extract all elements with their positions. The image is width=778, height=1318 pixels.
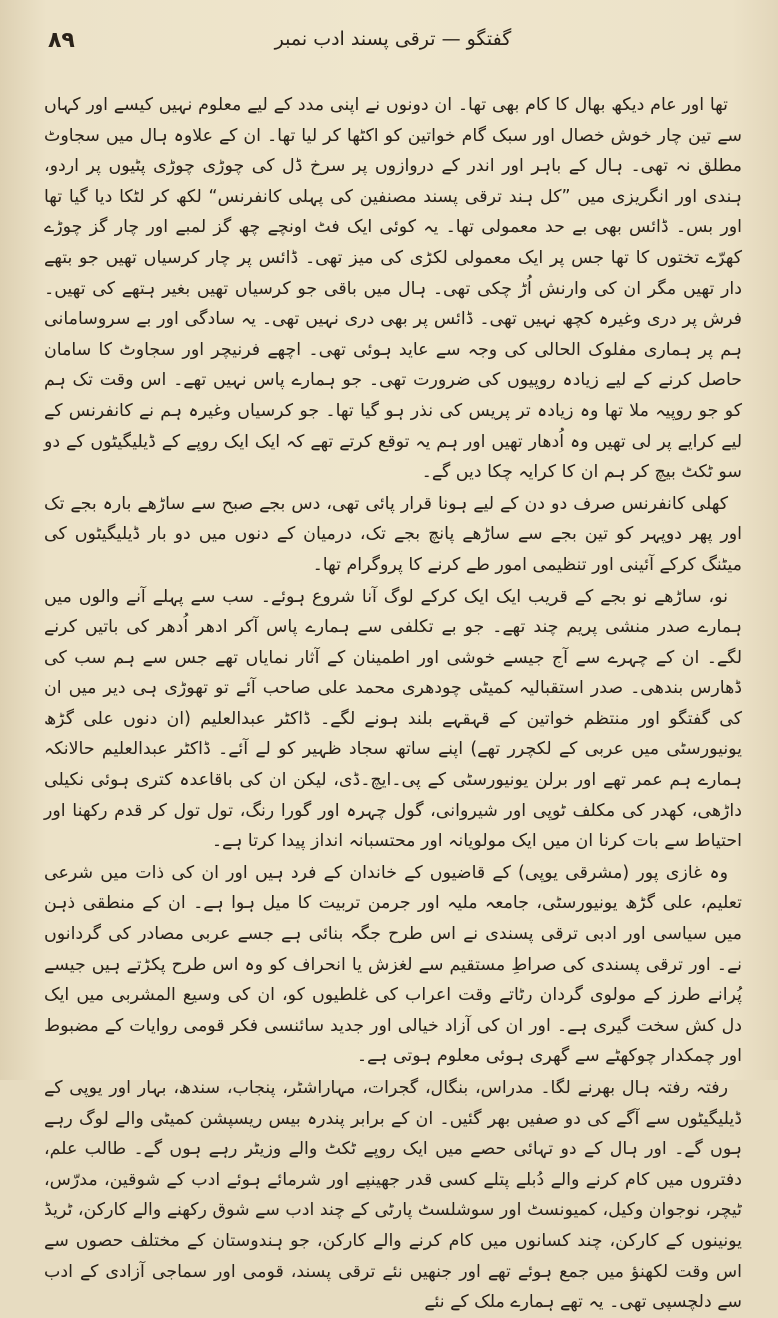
journal-title: گفتگو — ترقی پسند ادب نمبر [274, 28, 512, 50]
paragraph: نو، ساڑھے نو بجے کے قریب ایک ایک کرکے لوگ آنا شروع ہوئے۔ سب سے پہلے آنے والوں میں ہمارے صدر منشی پریم چند تھے۔ جو بے تکلفی سے ہمارے پاس آکر ادھر اُدھر کی باتیں کرنے لگے۔ ان کے چہرے سے آج جیسے خوشی اور اطمینان کے آثار نمایاں تھے جس سے ہم سب کی ڈھارس بندھی۔ صدر استقبالیہ کمیٹی چودھری محمد علی صاحب آئے تو تھوڑی ہی دیر میں ان کی گفتگو اور منتظم خواتین کے قہقہے بلند ہونے لگے۔ ڈاکٹر عبدالعلیم (ان دنوں علی گڑھ یونیورسٹی میں عربی کے لکچرر تھے) اپنے ساتھ سجاد ظہیر کو لے آئے۔ ڈاکٹر عبدالعلیم حالانکہ ہمارے ہم عمر تھے اور برلن یونیورسٹی کے پی۔ایچ۔ڈی، لیکن ان کی باقاعدہ کتری ہوئی نکیلی داڑھی، کھدر کی مکلف ٹوپی اور شیروانی، گول چہرہ اور گورا رنگ، تول تول کر قدم رکھنا اور احتیاط سے بات کرنا ان میں ایک مولویانہ اور محتسبانہ انداز پیدا کرتا ہے۔ [44, 586, 742, 852]
paragraph: کھلی کانفرنس صرف دو دن کے لیے ہونا قرار پائی تھی، دس بجے صبح سے ساڑھے بارہ بجے تک اور پھر دوپہر کو تین بجے سے ساڑھے پانچ بجے تک، درمیان کے دنوں میں دو بار ڈیلیگیٹوں کی میٹنگ کرکے آئینی اور تنظیمی امور طے کرنے کا پروگرام تھا۔ [44, 493, 742, 575]
article-body [44, 90, 742, 1318]
page-number: ۸۹ [48, 28, 75, 53]
running-head [44, 18, 742, 60]
paragraph: تھا اور عام دیکھ بھال کا کام بھی تھا۔ ان دونوں نے اپنی مدد کے لیے معلوم نہیں کیسے اور کہاں سے تین چار خوش خصال اور سبک گام خواتین کو اکٹھا کر لیا تھا۔ ان کے علاوہ ہال میں سجاوٹ مطلق نہ تھی۔ ہال کے باہر اور اندر کے دروازوں پر سرخ ڈل کی چوڑی چوڑی پٹیوں پر اردو، ہندی اور انگریزی میں ”کل ہند ترقی پسند مصنفین کی پہلی کانفرنس“ لکھ کر لٹکا دیا گیا تھا اور بس۔ ڈائس بھی بے حد معمولی تھا۔ یہ کوئی ایک فٹ اونچے چھ گز لمبے اور چار گز چوڑے کھرّے تختوں کا تھا جس پر ایک معمولی لکڑی کی میز تھی۔ ڈائس پر چار کرسیاں تھیں جو بتھے دار تھیں مگر ان کی وارنش اُڑ چکی تھی۔ ہال میں باقی جو کرسیاں تھیں بغیر ہتھے کی تھیں۔ فرش پر دری وغیرہ کچھ نہیں تھی۔ ڈائس پر بھی دری نہیں تھی۔ یہ سادگی اور بے سروسامانی ہم پر ہماری مفلوک الحالی کی وجہ سے عاید ہوئی تھی۔ اچھے فرنیچر اور سجاوٹ کا سامان حاصل کرنے کے لیے زیادہ روپیوں کی ضرورت تھی۔ جو ہمارے پاس نہیں تھے۔ اس وقت تک ہم کو جو روپیہ ملا تھا وہ زیادہ تر پریس کی نذر ہو گیا تھا۔ جو کرسیاں وغیرہ ہم نے کانفرنس کے لیے کرایے پر لی تھیں وہ اُدھار تھیں اور ہم یہ توقع کرتے تھے کہ ایک ایک روپے کے ڈیلیگیٹوں کے دو سو ٹکٹ بیچ کر ہم ان کا کرایہ چکا دیں گے۔ [44, 95, 742, 483]
paragraph: وہ غازی پور (مشرقی یوپی) کے قاضیوں کے خاندان کے فرد ہیں اور ان کی ذات میں شرعی تعلیم، علی گڑھ یونیورسٹی، جامعہ ملیہ اور جرمن تربیت کا میل ہوا ہے۔ ان کے منطقی ذہن میں سیاسی اور ادبی ترقی پسندی نے اس طرح جگہ بنائی ہے جسے عربی مصادر کی گردانوں نے۔ اور ترقی پسندی کی صراطِ مستقیم سے لغزش یا انحراف کو وہ اس طرح پکڑتے ہیں جیسے پُرانے طرز کے مولوی گردان رٹاتے وقت اعراب کی غلطیوں کو، ان کی وسیع المشربی میں ایک دل کش سخت گیری ہے۔ اور ان کی آزاد خیالی اور جدید سائنسی فکر قومی روایات کے مضبوط اور چمکدار چوکھٹے سے گھری ہوئی معلوم ہوتی ہے۔ [44, 862, 742, 1067]
paragraph: رفتہ رفتہ ہال بھرنے لگا۔ مدراس، بنگال، گجرات، مہاراشٹر، پنجاب، سندھ، بہار اور یوپی کے ڈیلیگیٹوں سے آگے کی دو صفیں بھر گئیں۔ ان کے برابر پندرہ بیس ریسپشن کمیٹی والے لوگ رہے ہوں گے۔ اور ہال کے دو تہائی حصے میں ایک روپے ٹکٹ والے وزیٹر رہے ہوں گے۔ طالب علم، دفتروں میں کام کرنے والے دُبلے پتلے کسی قدر جھینپے اور شرمائے ہوئے ادب کے شوقین، مدرّس، ٹیچر، نوجوان وکیل، کمیونسٹ اور سوشلسٹ پارٹی کے چند ادب سے شوق رکھنے والے کارکن، ٹریڈ یونینوں کے کارکن، چند کسانوں میں کام کرنے والے کارکن، جو ہندوستان کے مختلف حصوں سے اس وقت لکھنؤ میں جمع ہوئے تھے اور جنھیں نئے ترقی پسند، قومی اور سماجی آزادی کے ادب سے دلچسپی تھی۔ یہ تھے ہمارے ملک کے نئے [44, 1078, 742, 1313]
